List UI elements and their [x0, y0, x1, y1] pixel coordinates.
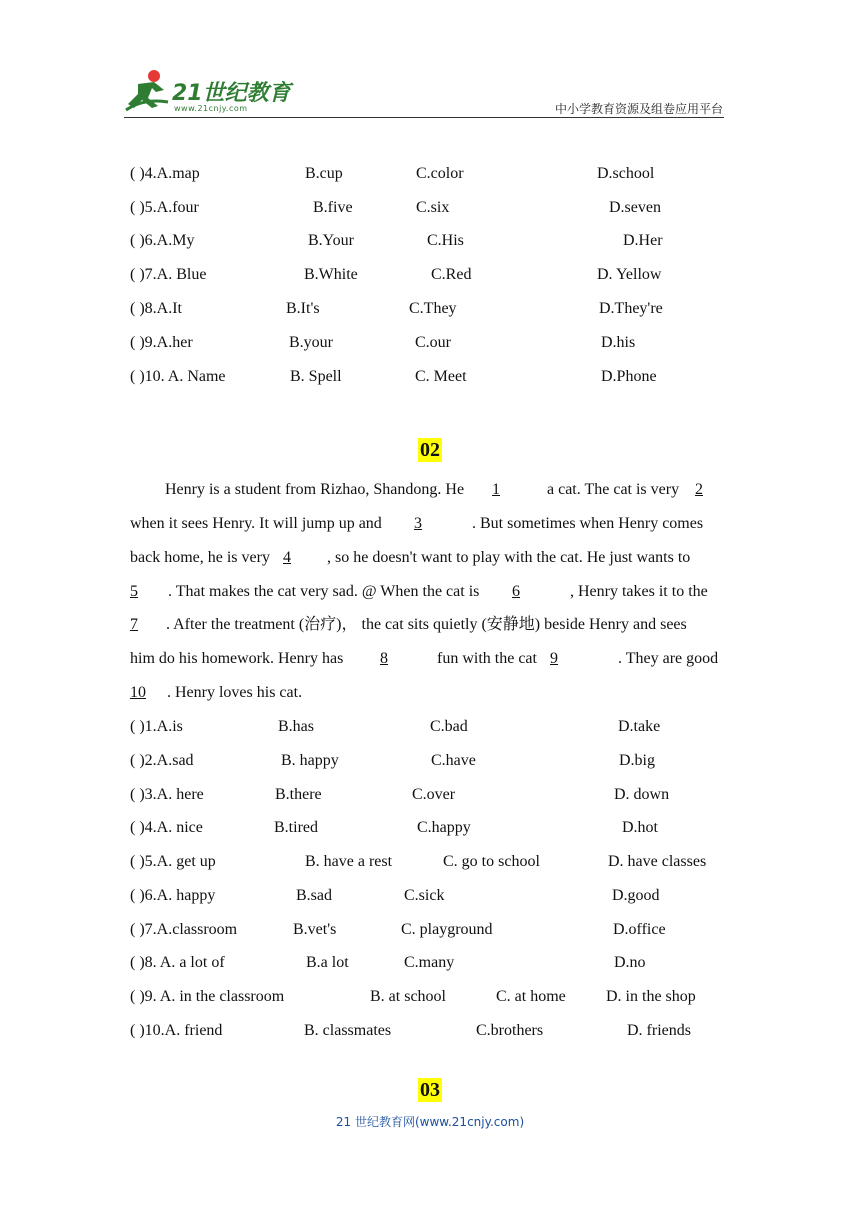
- option-d: D. Yellow: [597, 266, 662, 283]
- question-stem: ( )6.A.My: [130, 232, 195, 249]
- option-b: B.sad: [296, 887, 332, 904]
- question-stem: ( )10.A. friend: [130, 1022, 223, 1039]
- question-stem: ( )10. A. Name: [130, 368, 226, 385]
- question-stem: ( )2.A.sad: [130, 752, 194, 769]
- option-b: B. classmates: [304, 1022, 392, 1039]
- blank-10: 10: [130, 684, 146, 701]
- option-d: D.take: [618, 718, 661, 735]
- section-heading-02: 02: [420, 439, 440, 461]
- page-footer[interactable]: 21 世纪教育网(www.21cnjy.com): [335, 1115, 525, 1129]
- option-b: B. at school: [370, 988, 446, 1005]
- option-b: B.cup: [305, 165, 343, 182]
- option-b: B. have a rest: [305, 853, 393, 870]
- passage-text: . After the treatment (治疗)， the cat sits quietly (安静地) beside Henry and sees: [166, 616, 687, 633]
- option-d: D.Phone: [601, 368, 657, 385]
- passage-text: . Henry loves his cat.: [167, 684, 303, 701]
- option-c: C.color: [416, 165, 464, 182]
- question-stem: ( )9.A.her: [130, 334, 193, 351]
- passage-text: a cat. The cat is very: [547, 481, 680, 498]
- option-d: D. in the shop: [606, 988, 696, 1005]
- option-b: B.your: [289, 334, 333, 351]
- passage-text: back home, he is very: [130, 549, 270, 566]
- option-d: D.seven: [609, 199, 661, 216]
- blank-3: 3: [414, 515, 422, 532]
- option-c: C.have: [431, 752, 476, 769]
- option-c: C.They: [409, 300, 457, 317]
- option-c: C. playground: [401, 921, 493, 938]
- option-c: C.our: [415, 334, 451, 351]
- option-b: B.Your: [308, 232, 354, 249]
- question-stem: ( )4.A.map: [130, 165, 200, 182]
- platform-title: 中小学教育资源及组卷应用平台: [554, 102, 723, 116]
- question-stem: ( )7.A.classroom: [130, 921, 238, 938]
- option-b: B.a lot: [306, 954, 349, 971]
- passage-text: . They are good: [618, 650, 719, 667]
- question-stem: ( )4.A. nice: [130, 819, 203, 836]
- option-c: C.over: [412, 786, 456, 803]
- logo-url: www.21cnjy.com: [174, 104, 248, 113]
- option-d: D. have classes: [608, 853, 707, 870]
- option-c: C.six: [416, 199, 450, 216]
- section-heading-03: 03: [420, 1079, 440, 1101]
- option-b: B. Spell: [290, 368, 342, 385]
- blank-9: 9: [550, 650, 558, 667]
- option-b: B.tired: [274, 819, 318, 836]
- blank-6: 6: [512, 583, 520, 600]
- question-stem: ( )6.A. happy: [130, 887, 216, 904]
- question-stem: ( )7.A. Blue: [130, 266, 207, 283]
- passage-text: Henry is a student from Rizhao, Shandong. He: [165, 481, 465, 498]
- option-c: C.Red: [431, 266, 472, 283]
- blank-8: 8: [380, 650, 388, 667]
- question-stem: ( )5.A.four: [130, 199, 199, 216]
- option-c: C. at home: [496, 988, 566, 1005]
- option-d: D. down: [614, 786, 670, 803]
- passage-text: , so he doesn't want to play with the cat. He just wants to: [327, 549, 691, 566]
- option-d: D.his: [601, 334, 636, 351]
- option-c: C.sick: [404, 887, 445, 904]
- option-d: D.They're: [599, 300, 663, 317]
- site-logo[interactable]: [124, 68, 294, 116]
- option-d: D.school: [597, 165, 655, 182]
- option-b: B.White: [304, 266, 358, 283]
- option-c: C. go to school: [443, 853, 540, 870]
- option-b: B.there: [275, 786, 322, 803]
- runner-logo-icon: [124, 68, 172, 114]
- passage-text: . But sometimes when Henry comes: [472, 515, 704, 532]
- option-c: C.brothers: [476, 1022, 544, 1039]
- option-d: D. friends: [627, 1022, 691, 1039]
- question-stem: ( )1.A.is: [130, 718, 183, 735]
- passage-text: when it sees Henry. It will jump up and: [130, 515, 382, 532]
- option-c: C. Meet: [415, 368, 467, 385]
- blank-4: 4: [283, 549, 291, 566]
- option-d: D.office: [613, 921, 666, 938]
- option-b: B.It's: [286, 300, 320, 317]
- option-d: D.hot: [622, 819, 658, 836]
- option-b: B.has: [278, 718, 314, 735]
- blank-5: 5: [130, 583, 138, 600]
- question-stem: ( )5.A. get up: [130, 853, 216, 870]
- blank-2: 2: [695, 481, 703, 498]
- question-stem: ( )8.A.It: [130, 300, 182, 317]
- option-d: D.big: [619, 752, 655, 769]
- passage-text: . That makes the cat very sad. @ When the cat is: [168, 583, 480, 600]
- option-c: C.happy: [417, 819, 471, 836]
- blank-1: 1: [492, 481, 500, 498]
- page-header: [0, 0, 860, 120]
- passage-text: him do his homework. Henry has: [130, 650, 344, 667]
- option-d: D.Her: [623, 232, 663, 249]
- option-b: B. happy: [281, 752, 339, 769]
- blank-7: 7: [130, 616, 138, 633]
- option-c: C.many: [404, 954, 455, 971]
- option-c: C.bad: [430, 718, 468, 735]
- option-d: D.good: [612, 887, 660, 904]
- option-b: B.vet's: [293, 921, 337, 938]
- passage-text: fun with the cat: [437, 650, 537, 667]
- passage-text: , Henry takes it to the: [570, 583, 708, 600]
- question-stem: ( )3.A. here: [130, 786, 204, 803]
- option-c: C.His: [427, 232, 464, 249]
- logo-text: 21世纪教育: [172, 81, 291, 106]
- option-b: B.five: [313, 199, 353, 216]
- option-d: D.no: [614, 954, 646, 971]
- question-stem: ( )9. A. in the classroom: [130, 988, 285, 1005]
- question-stem: ( )8. A. a lot of: [130, 954, 225, 971]
- header-rule: [124, 117, 724, 118]
